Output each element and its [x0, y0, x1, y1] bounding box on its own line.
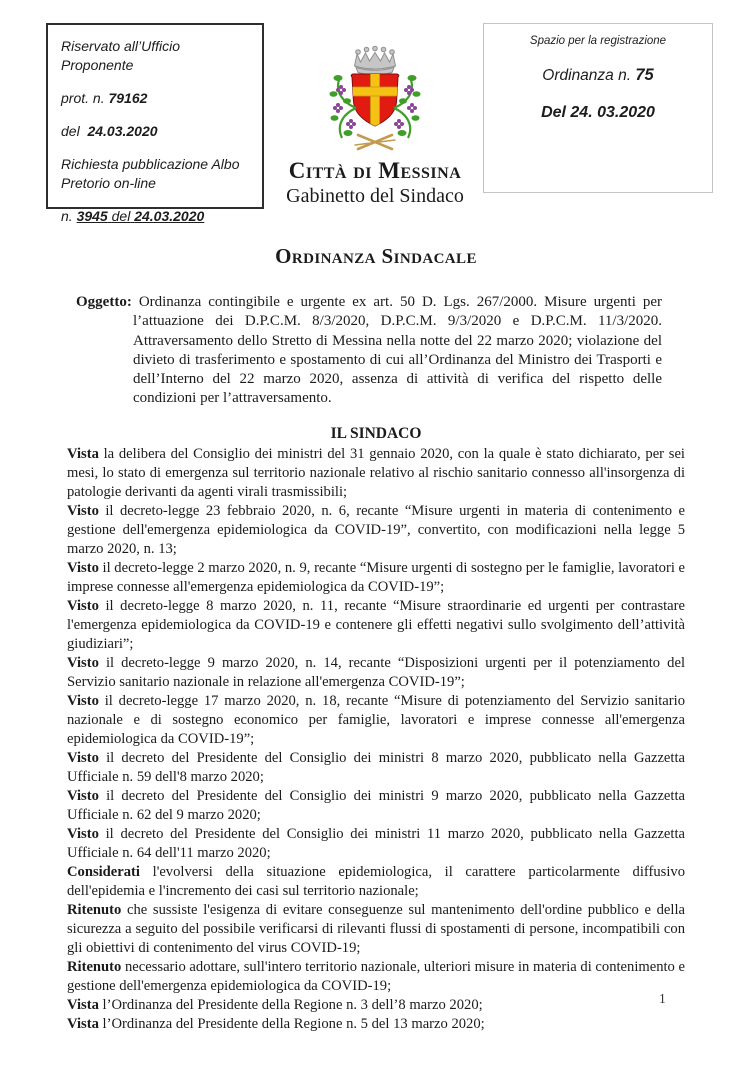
mayor-heading: IL SINDACO	[330, 424, 422, 442]
reserved-office-label: Riservato all’Ufficio Proponente	[61, 38, 181, 73]
paragraphs	[67, 445, 685, 1034]
recital-lead-word: Visto	[67, 825, 99, 842]
protocol-number: prot. n. 79162	[61, 90, 148, 106]
recital-lead-word: Ritenuto	[67, 958, 122, 975]
crown-icon	[355, 46, 396, 75]
protocol-date: del 24.03.2020	[61, 123, 158, 139]
recital-paragraph: Visto il decreto del Presidente del Consiglio dei ministri 11 marzo 2020, pubblicato nella Gazzetta Ufficiale n. 64 dell'11 marzo 2020;	[67, 825, 685, 861]
recital-lead-word: Vista	[67, 445, 99, 462]
recital-lead-word: Visto	[67, 654, 99, 671]
registration-box	[483, 23, 713, 193]
office-name: Gabinetto del Sindaco	[286, 185, 464, 207]
recital-paragraph: Considerati l'evolversi della situazione epidemiologica, il carattere particolarmente diffusivo dell'epidemia e l'incremento dei casi sul territorio nazionale;	[67, 863, 685, 899]
recital-paragraph: Visto il decreto-legge 17 marzo 2020, n. 18, recante “Misure di potenziamento del Servizio sanitario nazionale e di sostegno economico per famiglie, lavoratori e imprese connesse all'emergenza epidemiologica da COVID-19”;	[67, 692, 685, 747]
recital-lead-word: Considerati	[67, 863, 140, 880]
recital-paragraph: Vista la delibera del Consiglio dei ministri del 31 gennaio 2020, con la quale è stato dichiarato, per sei mesi, lo stato di emergenza sul territorio nazionale relativo al rischio sanitario connesso all'insorgenza di patologie derivanti da agenti virali trasmissibili;	[67, 445, 685, 500]
recital-paragraph: Vista l’Ordinanza del Presidente della Regione n. 3 dell’8 marzo 2020;	[67, 996, 483, 1013]
recital-paragraph: Visto il decreto del Presidente del Consiglio dei ministri 9 marzo 2020, pubblicato nella Gazzetta Ufficiale n. 62 del 9 marzo 2020;	[67, 787, 685, 823]
subject-label: Oggetto:	[76, 294, 132, 310]
cross-horizontal	[349, 87, 401, 96]
document-body	[67, 238, 685, 1034]
recital-lead-word: Visto	[67, 597, 99, 614]
publication-request-label: Richiesta pubblicazione Albo Pretorio on-line	[61, 156, 240, 191]
recital-lead-word: Vista	[67, 1015, 99, 1032]
cross-vertical	[371, 73, 380, 128]
recital-paragraph: Ritenuto che sussiste l'esigenza di evitare conseguenze sul mantenimento dell'ordine pubblico e della sicurezza a seguito del possibile verificarsi di rilevanti flussi di spostamenti di persone, incompatibili con gli obiettivi di contenimento del virus COVID-19;	[67, 901, 685, 956]
recital-lead-word: Vista	[67, 996, 99, 1013]
recital-lead-word: Ritenuto	[67, 901, 122, 918]
subject-text: Ordinanza contingibile e urgente ex art. 50 D. Lgs. 267/2000. Misure urgenti per l’attuazione dei D.P.C.M. 8/3/2020, D.P.C.M. 9/3/2020 e D.P.C.M. 11/3/2020. Attraversamento dello Stretto di Messina nella notte del 22 marzo 2020; violazione del divieto di trasferimento e spostamento di cui all’Ordinanza del Ministro dei Trasporti e dell’Interno del 22 marzo 2020, assenza di attività di verifica del rispetto delle condizioni per l’attraversamento.	[133, 294, 662, 407]
recital-lead-word: Visto	[67, 787, 99, 804]
crossed-branches-icon	[355, 135, 395, 149]
publication-number: n. 3945 del 24.03.2020	[61, 208, 205, 224]
publication-number-value: 3945 del 24.03.2020	[76, 208, 205, 224]
recital-paragraph: Vista l’Ordinanza del Presidente della Regione n. 5 del 13 marzo 2020;	[67, 1015, 485, 1032]
recital-paragraph: Visto il decreto-legge 2 marzo 2020, n. 9, recante “Misure urgenti di sostegno per le famiglie, lavoratori e imprese connesse all'emergenza epidemiologica da COVID-19”;	[67, 559, 686, 595]
recital-lead-word: Visto	[67, 502, 99, 519]
messina-coat-of-arms-icon	[325, 45, 425, 157]
subject-paragraph	[76, 293, 662, 409]
recital-paragraph: Visto il decreto del Presidente del Consiglio dei ministri 8 marzo 2020, pubblicato nella Gazzetta Ufficiale n. 59 dell'8 marzo 2020;	[67, 749, 685, 785]
ordinance-number: Ordinanza n. 75	[542, 66, 654, 84]
header-org-block	[240, 45, 510, 208]
recital-paragraph: Visto il decreto-legge 23 febbraio 2020, n. 6, recante “Misure urgenti in materia di contenimento e gestione dell'emergenza epidemiologica da COVID-19”, convertito, con modificazioni nella legge 5 marzo 2020, n. 13;	[67, 502, 685, 557]
recital-paragraph: Visto il decreto-legge 9 marzo 2020, n. 14, recante “Disposizioni urgenti per il potenziamento del Servizio sanitario nazionale in relazione all'emergenza COVID-19”;	[67, 654, 685, 690]
recital-lead-word: Visto	[67, 749, 99, 766]
ordinance-date: Del 24. 03.2020	[541, 104, 655, 121]
city-name: Città di Messina	[288, 158, 462, 183]
document-title: Ordinanza Sindacale	[275, 244, 477, 268]
recital-paragraph: Ritenuto necessario adottare, sull'intero territorio nazionale, ulteriori misure in materia di contenimento e gestione dell'emergenza epidemiologica da COVID-19;	[67, 958, 685, 994]
page-number: 1	[659, 991, 666, 1006]
recital-lead-word: Visto	[67, 559, 99, 576]
recital-lead-word: Visto	[67, 692, 99, 709]
recital-paragraph: Visto il decreto-legge 8 marzo 2020, n. 11, recante “Misure straordinarie ed urgenti per contrastare l'emergenza epidemiologica da COVID-19 e contenere gli effetti negativi sullo svolgimento dell’attività giudiziari”;	[67, 597, 685, 652]
ufficio-proponente-box	[46, 23, 264, 224]
registration-space-label: Spazio per la registrazione	[529, 35, 667, 47]
